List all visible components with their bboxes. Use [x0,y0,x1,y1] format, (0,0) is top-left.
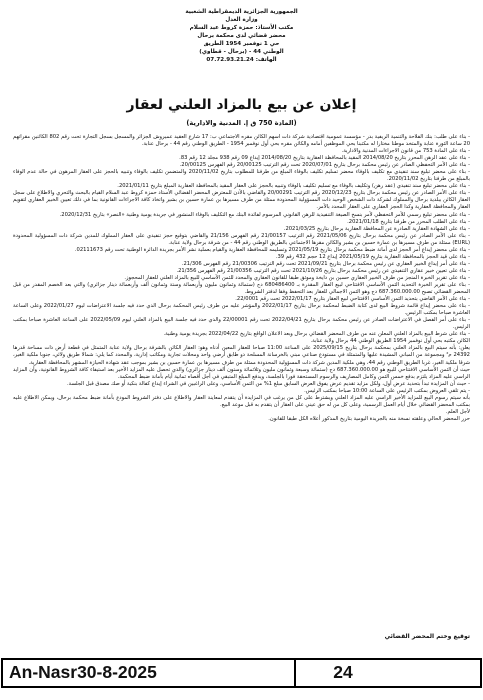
announcement-title: إعلان عن بيع بالمزاد العلني لعقار [126,97,357,113]
body-paragraph: - بناء على تعيين خبير عقاري التنفيذي عن رئيس محكمة برحال بتاريخ 2021/10/26 تحت رقم الترتيب 21/00356 رقم الفهرس 21/356. [176,267,470,274]
header-republic: الجمهورية الجزائرية الديمقراطية الشعبية [185,9,298,15]
body-paragraph: - بناء على عقد الرهن المحرر بتاريخ 2014/08/20 المقيد بالمحافظة العقارية بتاريخ 2014/08/20 إيداع 09 رقم 938 مجلد 12 رقم 83. [179,155,470,162]
body-paragraph: - بناء على الطلب المحرر من طرفنا بتاريخ 2021/01/18. [347,218,470,225]
header-ministry: وزارة العدل [225,17,258,23]
header-office: مكتب الأستاذ: حمزة كروط عبد السلام [189,25,294,31]
body-paragraph: - بناء على طلب: بنك الفلاحة والتنمية الريفية بدر - مؤسسة عمومية اقتصادية شركة ذات أسهم الكائن مقره الاجتماعي ب: 17 شارع العقيد عميروش الجزائر والمسجل بسجل التجارة تحت رقم 802 الكائنين مقراتهم 20 ساعة الثورة عنابة والمتخذ موطنا مختارا له مكتبنا بحي الموظفين أمامه والكائن مقره بحي أول نوفمبر 1954 - الطريق الوطني رقم 44 - برحال عنابة. [13,134,470,148]
publication-date: An-Nasr30-8-2025 [9,662,157,682]
body-paragraph: - بناء على محضر تبليغ رسمي للأمر التحفظي لأمر بنسخ الصيغة التنفيذية للرهن القانوني المرسوم لفائدة البنك مع التكليف بالوفاء المنشور في جريدة يومية وطنية «النصر» بتاريخ 2020/12/31. [59,211,470,218]
header-address-1: حي 1 نوفمبر 1954 الطريق [203,41,280,47]
body-paragraph: - بناء على أمر الفصل في الاعتراضات الصادر عن رئيس محكمة برحال بتاريخ 2022/04/21 تحت رقم 22/00001 والذي حدد فيه جلسة البيع بالمزاد العلني ليوم 2022/05/09 على الساعة العاشرة صباحا بمكتب الرئيس. [13,317,470,331]
body-paragraph: - بناء على الأمر الصادر عن رئيس محكمة برحال بتاريخ 2021/05/06 رقم الترتيب 21/00157 رقم الفهرس 21/156 والقاضي بتوقيع حجز تنفيذي على العقار المملوك للمدين شركة ذات المسؤولية المحدودة (EURL) ممثلة من طرف مسيرها بن عمارة حسين بن بشير والكائن مقرها الاجتماعي بالطريق الوطني رقم 44 - من شرفة برحال ولاية عنابة. [13,232,470,246]
body-paragraph: - بناء على شرط البيع بالمزاد العلني المعلن عنه من طرف المحضر القضائي برحال وبعد الاعلان الواقع بتاريخ 2022/04/22 بجريدة يومية وطنية. [163,331,470,338]
body-paragraph: - بناء على الشهادة العقارية الصادرة عن المحافظة العقارية برحال بتاريخ 2021/03/25. [283,225,470,232]
body-paragraph: لأجل العلم. [445,408,470,415]
body-paragraph: - بناء على الأمر القاضي بتحديد الثمن الأساسي الافتتاحي لبيع العقار بتاريخ 2022/01/17 تحت رقم 22/0001. [235,296,470,303]
body-paragraph: - بناء على محضر إيداع أمر الحجز لدى أمانة ضبط محكمة برحال بتاريخ 2021/05/19 وتسليمه للمحافظة العقارية والقيام بعملية نشر الأمر بجريدة الدائرة الوطنية تحت رقم 02111673. [74,246,470,253]
page-footer [1,658,482,688]
body-paragraph: حرر المحضر الحالي وعلقته نسخة منه بالجريدة اليومية بتاريخ المذكور أعلاه الكل طبقا للقانون. [268,415,470,422]
body-paragraph: - بناء على قيد الحجز بالمحافظة العقارية بتاريخ 2021/05/19 إيداع 12 حجم 432 رقم 39. [275,253,470,260]
body-paragraph: الكائن مكتبه بحي أول نوفمبر 1954 الطريق الوطني 44 برحال ولاية عنابة. [310,338,470,345]
body-paragraph: - بناء على تقرير الخبرة التحديد الثمن الأساسي الافتتاحي لبيع العقار المقدرة بـ 680486400 دج (ستمائة وثمانون مليون وأربعمائة وستة وثمانون ألف وأربعمائة دينار جزائري) والتي بعد الخصم المقدر من قبل المحضر القضائي تصبح 687.360.000.00 دج وهو الثمن الاجمالي للعقار بعد التحفظ وفقا لدفتر الشروط. [13,281,470,296]
body-paragraph: - حيث أن المزايدة تبدأ بتحديد عرض أول، ولكل مزايد تقديم عرض يفوق العرض السابق مبلغ 1% من الثمن الأساسي، وعلى الراغبين في الشراء إيداع كفالة بنكية أو صك مصدق قبل الجلسة. [66,380,470,387]
bailiff-header [0,8,483,64]
body-paragraph: حيث أن الثمن الأساسي الافتتاحي للبيع هو 687.360.000.00 دج (ستمائة وسبعة وثمانون مليون وثلاثمائة وستون ألف دينار جزائري) والذي تحصل عليه المزايد الأخير بعد استيفاء كافة الشروط القانونية، وأن المزايد الراسي عليه المزاد يلتزم بدفع خمس الثمن وكامل المصاريف والرسوم المستحقة فورا بالجلسة، ويدفع المبلغ المتبقي في أجل أقصاه ثمانية أيام بأمانة ضبط المحكمة. [13,366,470,380]
body-paragraph: - بناء على محضر إيداع قائمة شروط البيع لدى كتابة الضبط لمحكمة برحال بتاريخ 2022/01/17 والمؤشر عليه من طرف رئيس المحكمة برحال الذي حدد فيه جلسة الاعتراضات ليوم 2022/01/27 وعلى الساعة العاشرة صباحا بمكتب الرئيس. [13,303,470,317]
body-paragraph: يعلن: بأنه سيتم البيع بالمزاد العلني بمحكمة برحال بتاريخ 2025/09/15 على الساعة 11:00 صباحا للعقار المعين أدناه وهو: العقار الكائن بالشرفة برحال ولاية عنابة المتمثل في قطعة أرض ذات مساحة قدرها 24392 م² ومجموعة من المباني المشيدة عليها والمتمثلة في مستودع صناعي مبني بالخرسانة المسلحة ذو طابق أرضي واحد ومحلات تجارية ومكاتب إدارية، والمحدد كما يلي: شمالا طريق ولائي، جنوبا ملكية الغير، شرقا ملكية الغير، غربا الطريق الوطني رقم 44، وهي ملكية المدين شركة ذات المسؤولية المحدودة ممثلة من طرف مسيرها بن عمارة حسين بن بشير بموجب عقد شهادة الحيازة المشهر بالمحافظة العقارية. [13,345,470,366]
announcement-body [13,134,470,630]
body-paragraph: - بناء على المادة 753 من قانون الاجراءات المدنية والادارية. [341,148,470,155]
body-paragraph: بأنه سيتم رسوم البيع للمزايد الأخير الراسي عليه المزاد العلني ويشترط على كل من يرغب في المزايدة أن يتقدم لمعاينة العقار والاطلاع على دفتر الشروط المودع بأمانة ضبط محكمة برحال، ويمكن الاطلاع عليه بمكتب المحضر القضائي خلال أيام العمل الرسمية، وعلى كل من له حق عيني على العقار أن يتقدم به قبل موعد البيع. [13,394,470,408]
body-paragraph: - يتم تلقي العروض بمكتب الرئيس على الساعة 10:00 صباحا بمكتب الرئيس. [304,387,470,394]
body-paragraph: - بناء على الأمر التحفظي الصادر عن رئيس محكمة برحال بتاريخ 2020/07/01 تحت رقم الترتيب 20/00125 رقم الفهرس 20/00125. [179,162,470,169]
body-paragraph: - بناء على الأمر الصادر عن رئيس محكمة برحال بتاريخ 2020/12/23 رقم الترتيب 20/00291 والقاضي بالأذن للمعترض المحضر القضائي الأستاذ حمزة كروط عبد السلام القيام بالبحث والتحري والاطلاع على سجل العقار الكائن ببلدية برحال والمملوك لشركة ذات الشخص الوحيد ذات المسؤولية المحدودة ممثلة من طرف مسيرها بن عمارة حسين بن بشير واتخاذ كافة الاجراءات القانونية بما في ذلك تعيين الخبير العقاري لتقويم العقار والمحافظة العقارية وكذا الحجز العقاري على العقار المحدد بالأمر. [13,190,470,211]
page-number: 24 [333,662,353,682]
signature-line: توقيع وختم المحضر القضائي [384,633,470,640]
body-paragraph: - بناء على تقرير الخبرة المنجز من طرف الخبير العقاري حسين بن دايخة وموثق طبقا للقانون العقاري والمحدد للثمن الأساسي للبيع بالمزاد العلني للعقار المحجوز. [124,274,470,281]
footer-divider [294,660,296,686]
body-paragraph: - بناء على محضر تبليغ سند تنفيذي مع تكليف بالوفاء محضر تسليم تكليف بالوفاء المبلغ من طرفنا للمطلوب بتاريخ 2020/11/02 والمتضمن تكليف بالوفاء وتنبيه بالحجز على العقار المرهون في حالة عدم الوفاء بالمبلغ من طرفنا بتاريخ 2020/11/02. [13,169,470,183]
announcement-subtitle: (المادة 750 ق إ. المدنية والادارية) [186,119,297,127]
header-address-2: الوطني 44 - (برحال - قطاوي) [199,49,284,55]
body-paragraph: - بناء على أمر إيداع الخبير العقاري عن رئيس محكمة برحال بتاريخ 2021/09/21 تحت رقم الترتيب 21/00306 رقم الفهرس 21/306. [181,260,470,267]
body-paragraph: - بناء على محضر تبليغ سند تنفيذي (عقد رهن) وتكليف بالوفاء مع تسليم تكليف بالوفاء وتنبيه بالحجز على العقار المقيد بالمحافظة العقارية المبلغ بتاريخ 2021/01/11. [117,183,470,190]
header-court: محضر قضائي لدى محكمة برحال [197,33,286,39]
header-phone: الهاتف: 07.72.93.21.24 [206,57,277,63]
